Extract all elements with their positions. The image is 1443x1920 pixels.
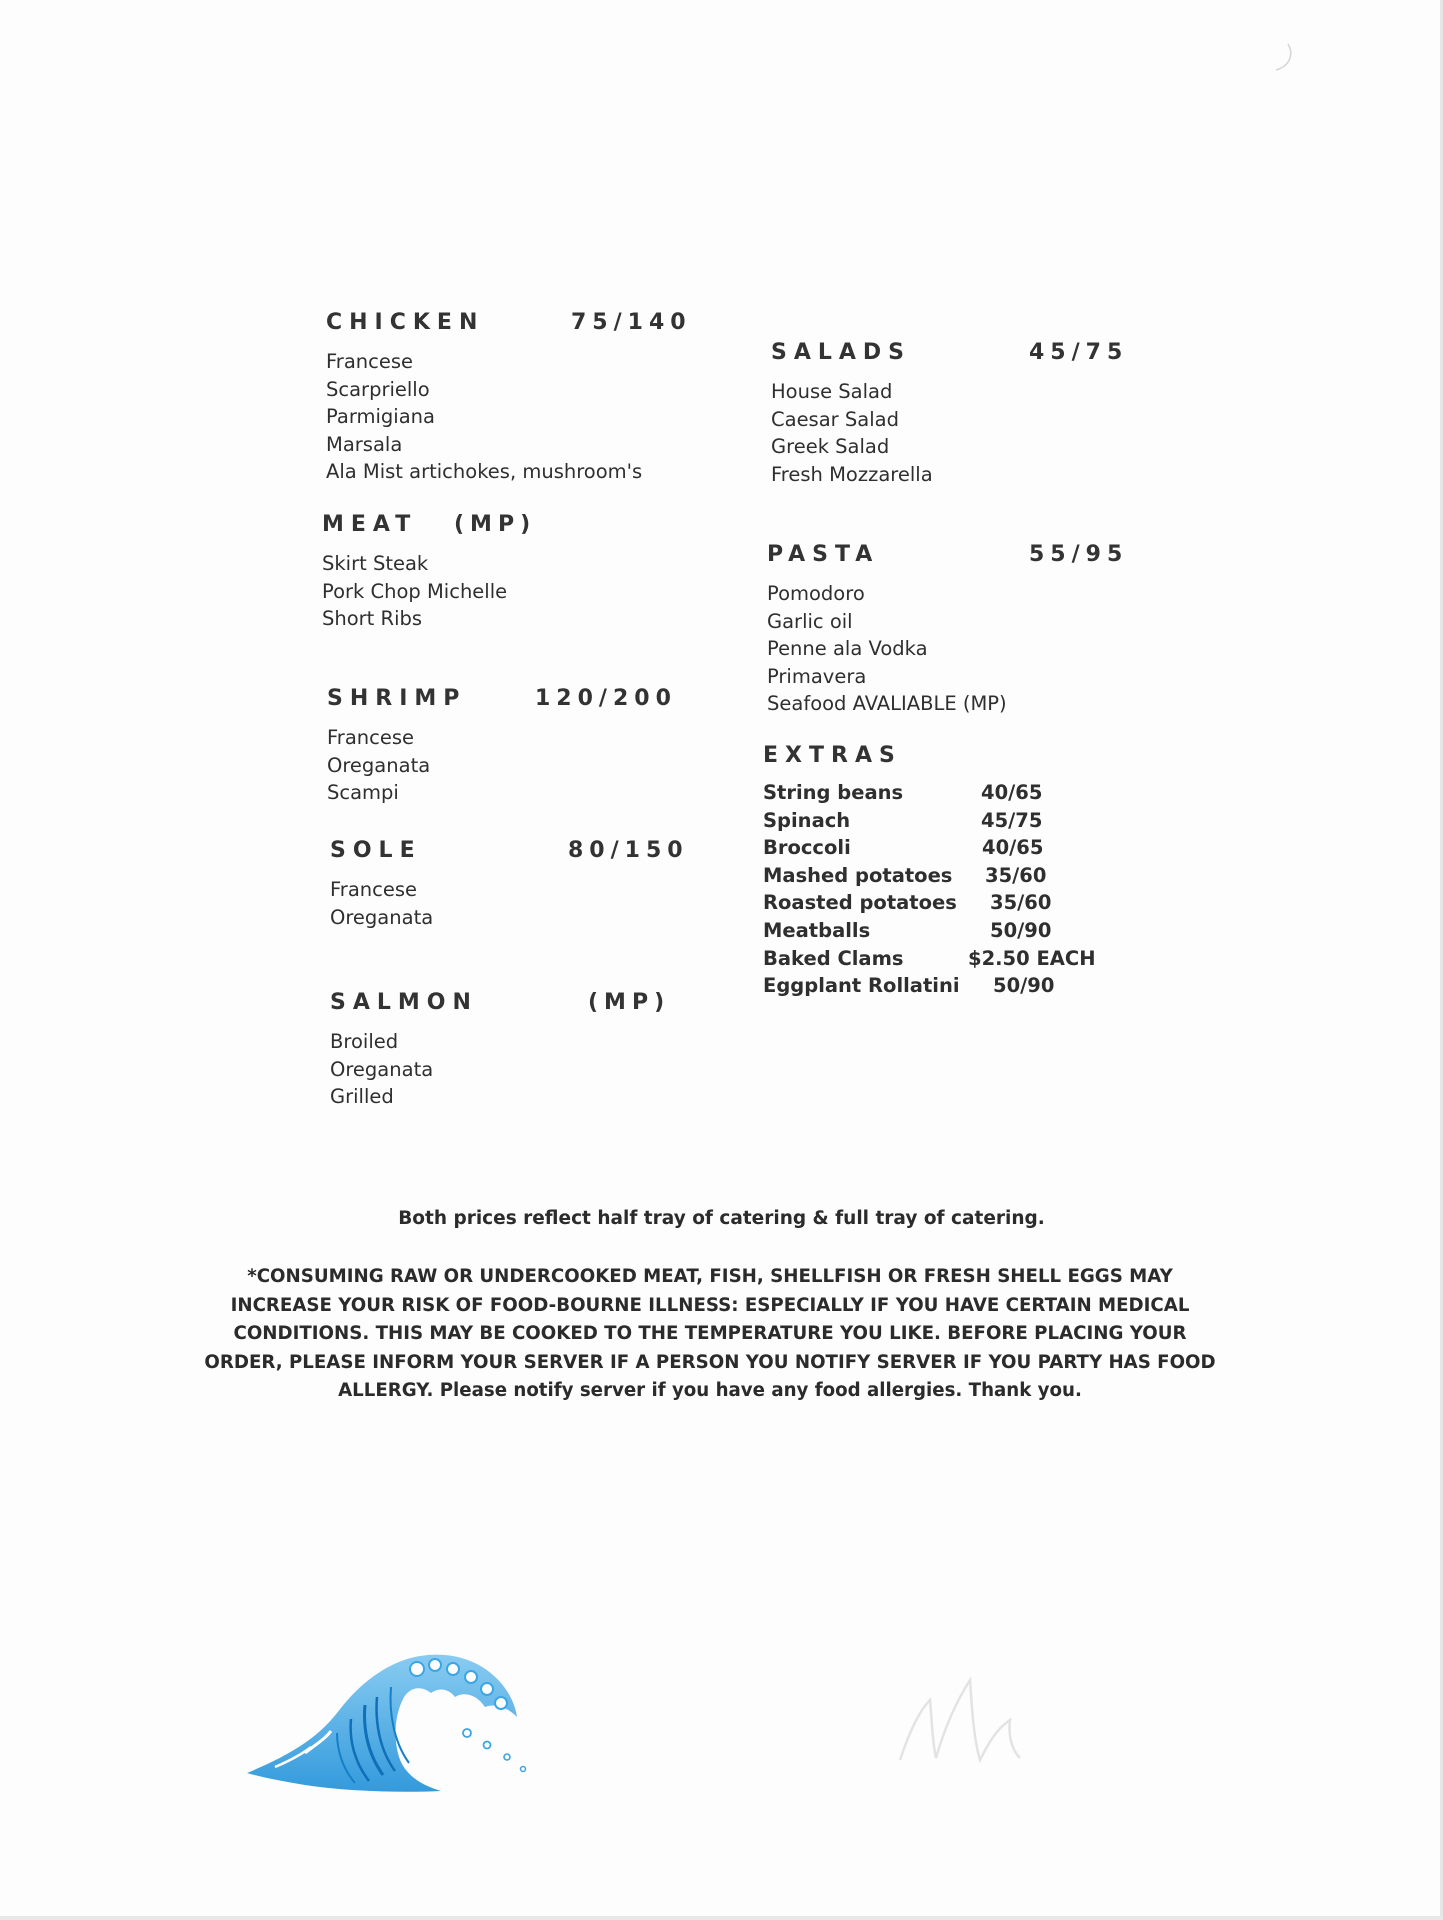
extras-row xyxy=(763,945,1143,973)
menu-item: Pork Chop Michelle xyxy=(322,579,508,603)
menu-item: Primavera xyxy=(767,664,867,688)
item-list xyxy=(330,876,710,931)
extras-item-name: Mashed potatoes xyxy=(763,863,953,887)
extras-item-price: 40/65 xyxy=(981,781,1043,804)
menu-item: Skirt Steak xyxy=(322,552,429,575)
extras-row xyxy=(763,972,1143,1000)
extras-row xyxy=(763,779,1143,807)
menu-item: Short Ribs xyxy=(322,607,423,630)
section-title: SALMON xyxy=(330,990,478,1015)
extras-item-price: 40/65 xyxy=(982,836,1044,860)
section-price: 80/150 xyxy=(568,838,689,863)
extras-item-name: Eggplant Rollatini xyxy=(763,974,960,998)
extras-list xyxy=(763,779,1143,1000)
extras-item-price: 50/90 xyxy=(993,974,1055,998)
section-title: CHICKEN xyxy=(326,310,485,335)
menu-item: Parmigiana xyxy=(326,405,435,428)
menu-item: Oreganata xyxy=(330,1057,434,1081)
section-shrimp xyxy=(327,686,707,807)
section-meat xyxy=(322,512,702,633)
extras-row xyxy=(763,834,1143,862)
menu-item: Francese xyxy=(326,350,413,373)
section-salads xyxy=(771,340,1151,488)
section-price: (MP) xyxy=(588,990,671,1015)
extras-row xyxy=(763,917,1143,945)
extras-item-name: String beans xyxy=(763,781,904,804)
signature-mark-icon xyxy=(880,1640,1050,1780)
menu-item: Broiled xyxy=(330,1030,399,1053)
extras-item-name: Broccoli xyxy=(763,836,851,860)
section-price: 120/200 xyxy=(535,686,677,711)
paper-edge xyxy=(0,1916,1443,1920)
menu-item: Seafood AVALIABLE (MP) xyxy=(767,692,1007,715)
extras-item-price: 35/60 xyxy=(990,891,1052,915)
extras-item-price: 50/90 xyxy=(990,918,1052,942)
section-title: MEAT xyxy=(322,512,418,537)
menu-item: Marsala xyxy=(326,432,403,456)
menu-item: Oreganata xyxy=(327,753,431,777)
extras-item-name: Meatballs xyxy=(763,918,871,942)
menu-item: Penne ala Vodka xyxy=(767,637,928,660)
extras-row xyxy=(763,889,1143,917)
section-sole xyxy=(330,838,710,931)
item-list xyxy=(322,550,702,633)
section-price: 45/75 xyxy=(1029,340,1129,365)
extras-item-name: Baked Clams xyxy=(763,946,904,970)
menu-item: Ala Mist artichokes, mushroom's xyxy=(326,460,643,483)
section-title: SOLE xyxy=(330,838,422,863)
item-list xyxy=(327,724,707,807)
menu-item: Francese xyxy=(330,878,417,901)
extras-row xyxy=(763,807,1143,835)
menu-item: Scarpriello xyxy=(326,377,430,401)
section-salmon xyxy=(330,990,710,1111)
menu-item: Garlic oil xyxy=(767,609,853,633)
allergy-warning: *CONSUMING RAW OR UNDERCOOKED MEAT, FISH, SHELLFISH OR FRESH SHELL EGGS MAY INCREASE YOUR RISK OF FOOD-BOURNE ILLNESS: ESPECIALLY IF YOU HAVE CERTAIN MEDICAL CONDITIONS. THIS MAY BE COOKED TO THE TEMPERATURE YOU LIKE. BEFORE PLACING YOUR ORDER, PLEASE INFORM YOUR SERVER IF A PERSON YOU NOTIFY SERVER IF YOU PARTY HAS FOOD ALLERGY. Please notify server if you have any food allergies. Thank you. xyxy=(204,1266,1216,1401)
extras-item-name: Spinach xyxy=(763,808,851,832)
extras-item-price: 45/75 xyxy=(981,808,1043,832)
section-title: SHRIMP xyxy=(327,686,467,711)
section-chicken xyxy=(326,310,706,486)
menu-item: Grilled xyxy=(330,1085,394,1108)
section-price: 75/140 xyxy=(571,310,692,335)
item-list xyxy=(767,580,1147,718)
extras-row xyxy=(763,862,1143,890)
section-extras xyxy=(763,743,1143,1000)
item-list xyxy=(326,348,706,486)
section-title: PASTA xyxy=(767,542,880,567)
extras-item-price: 35/60 xyxy=(985,863,1047,887)
menu-item: Fresh Mozzarella xyxy=(771,462,933,486)
item-list xyxy=(771,378,1151,488)
menu-item: Francese xyxy=(327,726,414,749)
corner-crease-icon xyxy=(1250,40,1300,90)
extras-item-name: Roasted potatoes xyxy=(763,891,957,915)
menu-item: Pomodoro xyxy=(767,582,865,605)
section-title: EXTRAS xyxy=(763,743,902,768)
menu-item: Scampi xyxy=(327,781,399,804)
menu-item: House Salad xyxy=(771,380,893,403)
menu-item: Greek Salad xyxy=(771,435,890,458)
extras-item-price: $2.50 EACH xyxy=(968,946,1096,970)
section-pasta xyxy=(767,542,1147,718)
section-price: (MP) xyxy=(454,512,537,537)
item-list xyxy=(330,1028,710,1111)
section-price: 55/95 xyxy=(1029,542,1129,567)
section-title: SALADS xyxy=(771,340,912,365)
wave-logo-icon xyxy=(245,1645,535,1795)
menu-item: Caesar Salad xyxy=(771,407,899,431)
price-note: Both prices reflect half tray of catering & full tray of catering. xyxy=(398,1208,1045,1229)
menu-item: Oreganata xyxy=(330,905,434,929)
